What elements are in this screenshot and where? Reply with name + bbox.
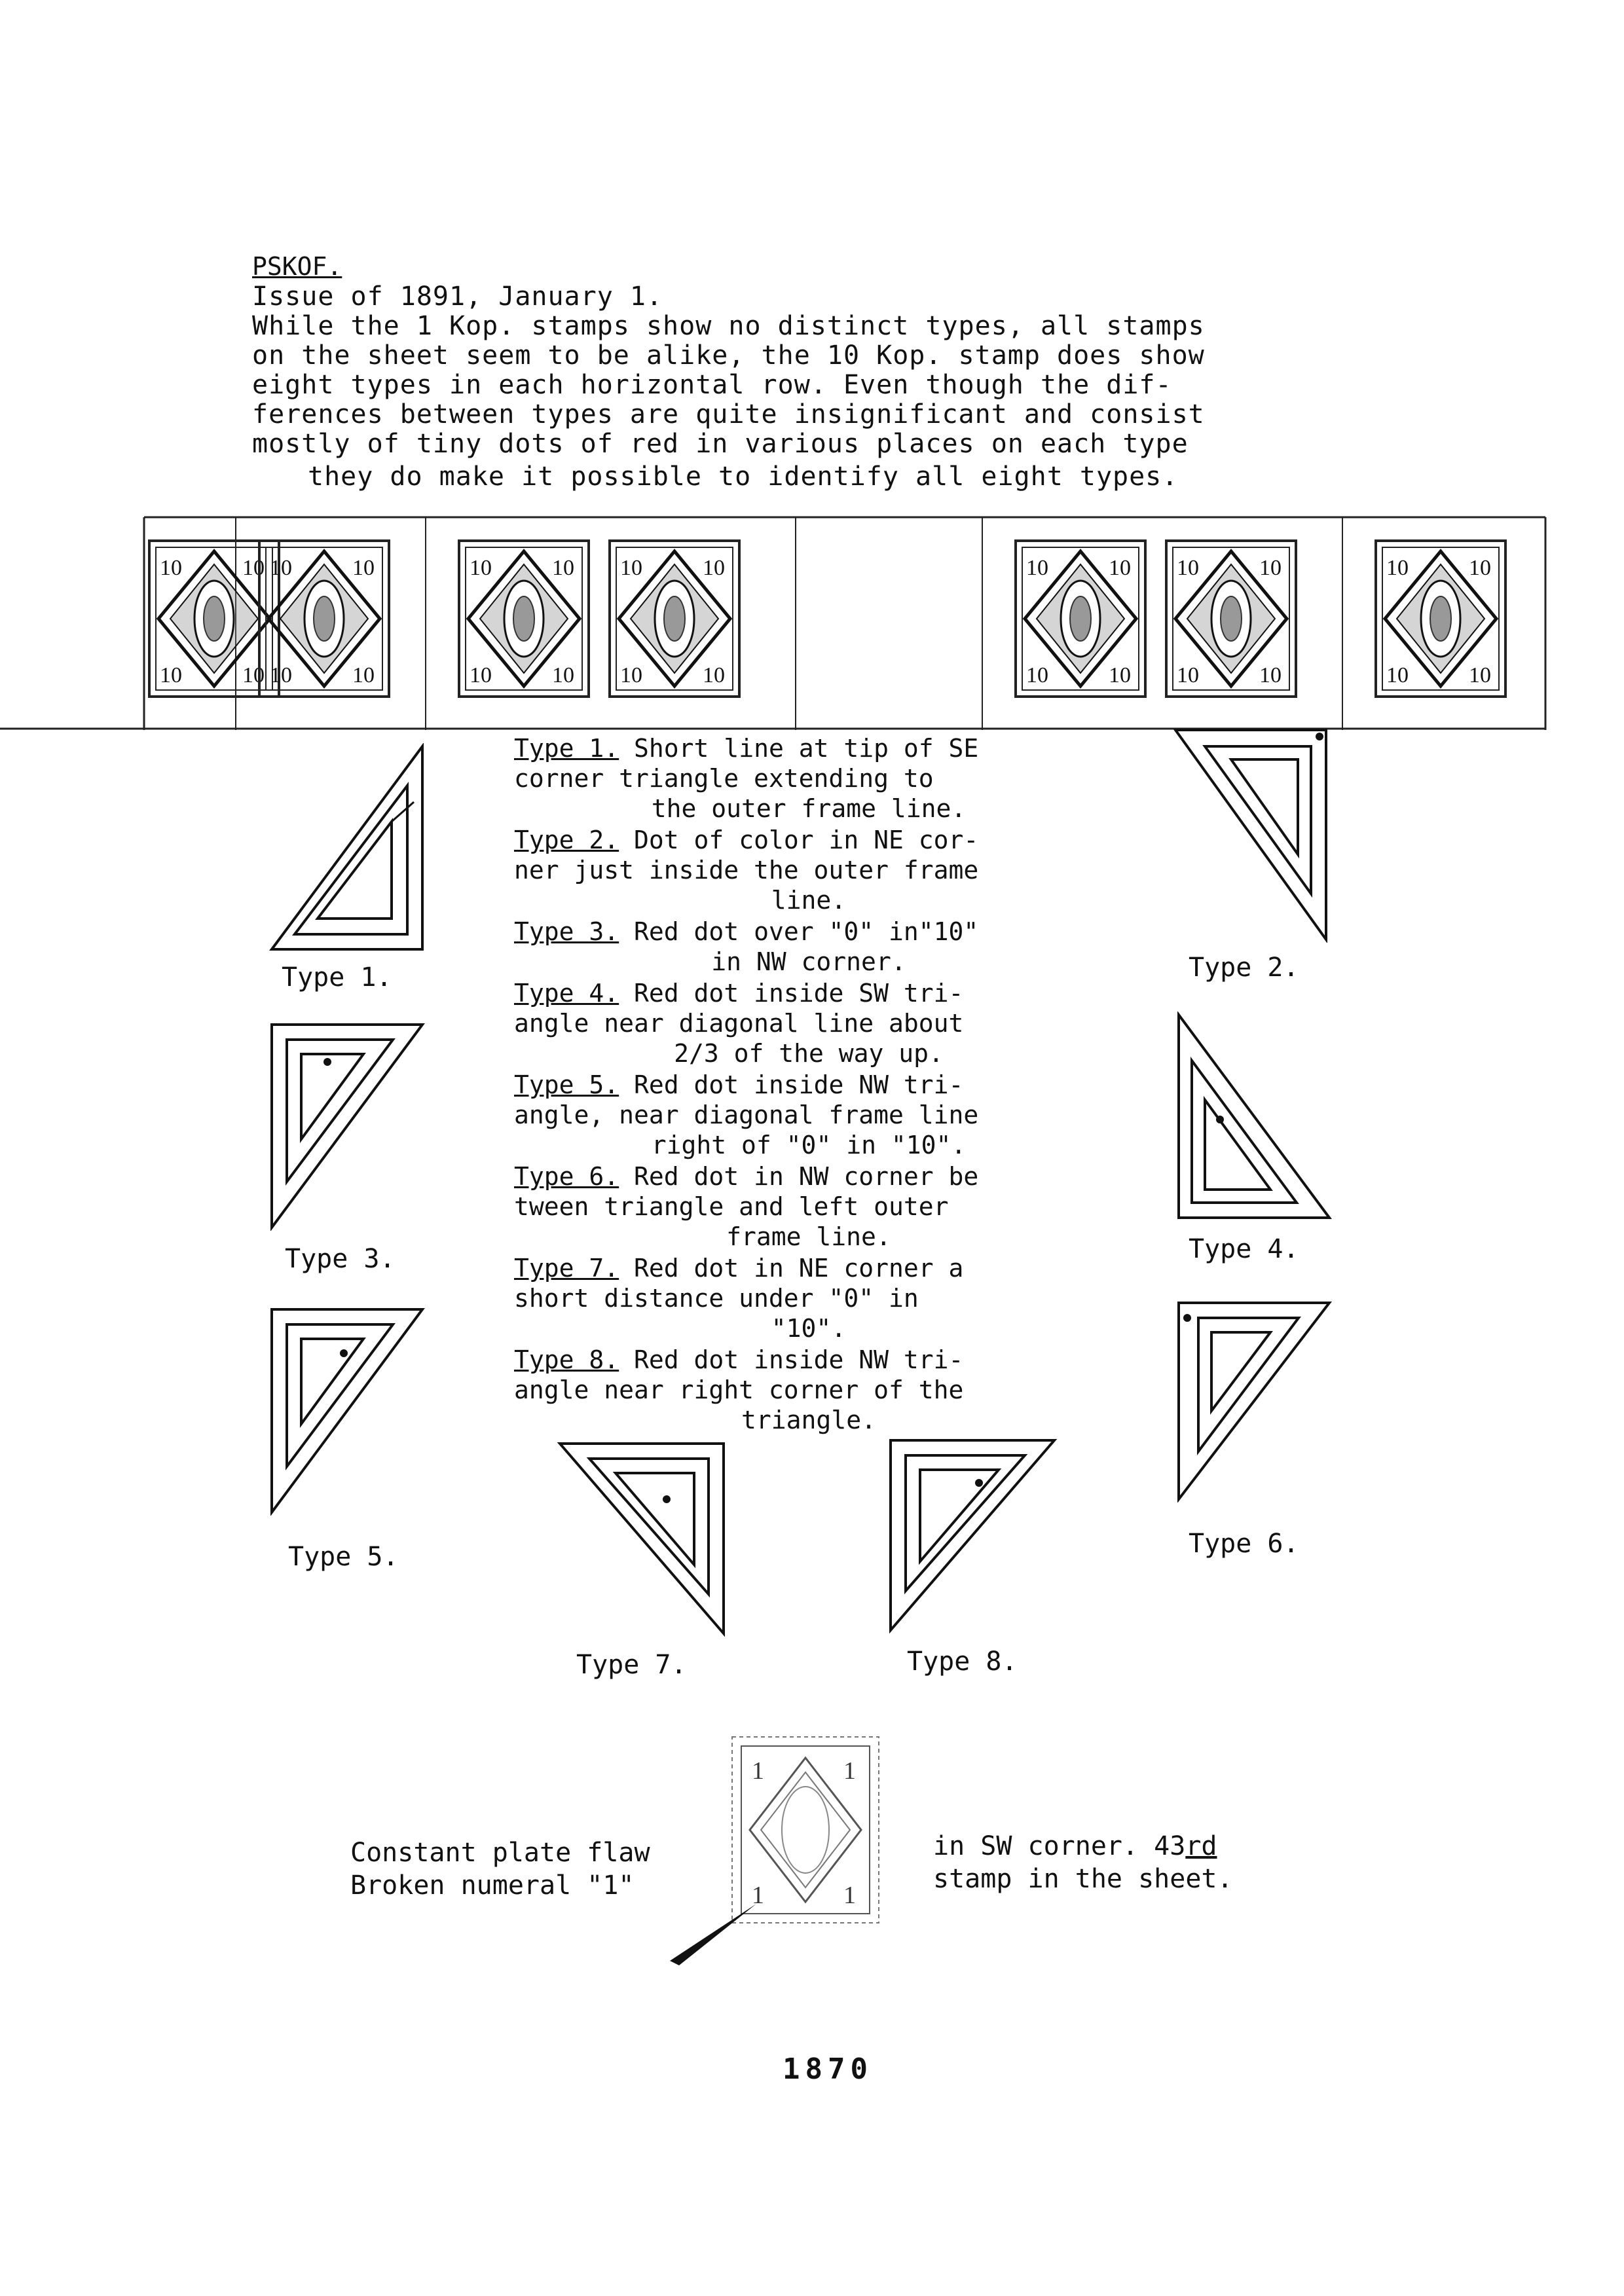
stamp-nw-value: 10 — [620, 556, 642, 580]
type-6-label: Type 6. — [1189, 1529, 1299, 1559]
stamp-nw-value: 10 — [1386, 556, 1409, 580]
flaw-stamp-sw-numeral: 1 — [752, 1882, 764, 1909]
type-4-desc: Type 4. Red dot inside SW tri- angle near diagonal line about 2/3 of the way up. — [514, 979, 964, 1068]
intro-line-6: mostly of tiny dots of red in various places on each type — [252, 429, 1189, 459]
page-number: 1870 — [783, 2052, 873, 2086]
stamp-se-value: 10 — [352, 663, 375, 687]
type-6-triangle-diagram — [1175, 1300, 1333, 1503]
type-2-triangle-diagram — [1172, 727, 1329, 943]
stamp-sw-value: 10 — [620, 663, 642, 687]
stamp-nw-value: 10 — [270, 556, 292, 580]
type-7-label: Type 7. — [576, 1650, 687, 1680]
stamp-ne-value: 10 — [352, 556, 375, 580]
flaw-right-text: in SW corner. 43rd stamp in the sheet. — [933, 1831, 1233, 1894]
stamp-sw-value: 10 — [1386, 663, 1409, 687]
type-8-label: Type 8. — [907, 1647, 1018, 1677]
intro-line-1: Issue of 1891, January 1. — [252, 282, 663, 312]
stamp-2 — [455, 537, 593, 701]
flaw-stamp-ne-numeral: 1 — [843, 1757, 856, 1785]
flaw-pointer-arrow — [665, 1899, 763, 1971]
stamp-design — [255, 537, 393, 701]
intro-line-3: on the sheet seem to be alike, the 10 Kop. stamp does show — [252, 340, 1205, 371]
intro-line-2: While the 1 Kop. stamps show no distinct types, all stamps — [252, 311, 1205, 341]
stamp-sw-value: 10 — [1177, 663, 1199, 687]
type-descriptions — [514, 733, 1103, 1436]
intro-line-4: eight types in each horizontal row. Even though the dif- — [252, 370, 1172, 400]
type-6-desc: Type 6. Red dot in NW corner be tween triangle and left outer frame line. — [514, 1162, 979, 1251]
stamp-ne-value: 10 — [242, 556, 265, 580]
stamp-sw-value: 10 — [470, 663, 492, 687]
flaw-left-text: Constant plate flaw Broken numeral "1" — [350, 1838, 650, 1901]
flaw-stamp-se-numeral: 1 — [843, 1882, 856, 1909]
type-4-triangle-diagram — [1175, 1011, 1333, 1221]
type-3-triangle-diagram — [268, 1021, 426, 1231]
stamp-design — [1012, 537, 1149, 701]
type-1-desc: Type 1. Short line at tip of SE corner triangle extending to the outer frame line. — [514, 734, 979, 823]
stamp-design — [455, 537, 593, 701]
stamp-ne-value: 10 — [703, 556, 725, 580]
stamp-nw-value: 10 — [1177, 556, 1199, 580]
stamp-ne-value: 10 — [1109, 556, 1131, 580]
stamp-nw-value: 10 — [160, 556, 182, 580]
type-8-triangle-diagram — [887, 1437, 1058, 1633]
stamp-3 — [606, 537, 743, 701]
stamp-se-value: 10 — [1259, 663, 1282, 687]
stamp-sw-value: 10 — [160, 663, 182, 687]
type-2-desc: Type 2. Dot of color in NE cor- ner just inside the outer frame line. — [514, 826, 979, 915]
type-3-desc: Type 3. Red dot over "0" in"10" in NW corner. — [514, 917, 979, 976]
stamp-ne-value: 10 — [1259, 556, 1282, 580]
stamp-1 — [255, 537, 393, 701]
stamp-se-value: 10 — [242, 663, 265, 687]
stamp-6 — [1372, 537, 1509, 701]
stamp-5 — [1162, 537, 1300, 701]
stamp-strip — [0, 514, 1624, 737]
type-4-label: Type 4. — [1189, 1234, 1299, 1264]
type-1-label: Type 1. — [282, 962, 392, 993]
stamp-nw-value: 10 — [1026, 556, 1048, 580]
type-7-triangle-diagram — [557, 1440, 727, 1637]
stamp-ne-value: 10 — [552, 556, 574, 580]
stamp-se-value: 10 — [1469, 663, 1491, 687]
stamp-design — [606, 537, 743, 701]
type-3-label: Type 3. — [285, 1244, 396, 1274]
page-heading: PSKOF. — [252, 252, 342, 281]
stamp-se-value: 10 — [703, 663, 725, 687]
stamp-design — [1162, 537, 1300, 701]
flaw-stamp-nw-numeral: 1 — [752, 1757, 764, 1785]
stamp-sw-value: 10 — [1026, 663, 1048, 687]
type-5-label: Type 5. — [288, 1542, 399, 1572]
type-5-triangle-diagram — [268, 1306, 426, 1516]
stamp-ne-value: 10 — [1469, 556, 1491, 580]
stamp-se-value: 10 — [552, 663, 574, 687]
type-7-desc: Type 7. Red dot in NE corner a short distance under "0" in "10". — [514, 1254, 964, 1343]
stamp-sw-value: 10 — [270, 663, 292, 687]
type-1-triangle-diagram — [268, 743, 426, 953]
intro-line-5: ferences between types are quite insignificant and consist — [252, 399, 1205, 429]
type-5-desc: Type 5. Red dot inside NW tri- angle, near diagonal frame line right of "0" in "10". — [514, 1070, 979, 1159]
stamp-4 — [1012, 537, 1149, 701]
type-8-desc: Type 8. Red dot inside NW tri- angle near right corner of the triangle. — [514, 1345, 964, 1434]
stamp-design — [1372, 537, 1509, 701]
stamp-se-value: 10 — [1109, 663, 1131, 687]
intro-line-7: they do make it possible to identify all eight types. — [308, 462, 1179, 492]
type-2-label: Type 2. — [1189, 953, 1299, 983]
stamp-nw-value: 10 — [470, 556, 492, 580]
